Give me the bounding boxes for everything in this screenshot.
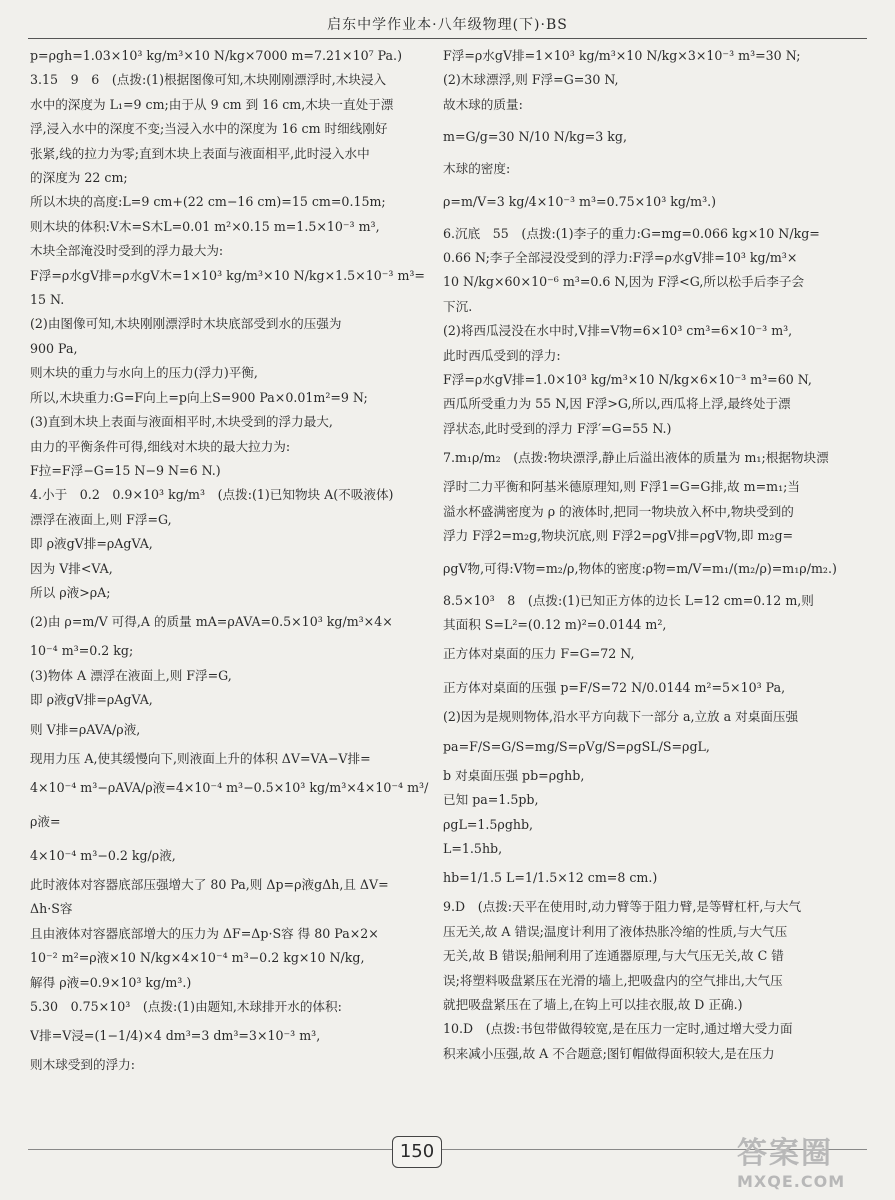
text-line: 现用力压 A,使其缓慢向下,则液面上升的体积 ΔV=VA−V排=	[30, 750, 371, 766]
text-line: 无关,故 B 错误;船闸利用了连通器原理,与大气压无关,故 C 错	[443, 948, 784, 964]
text-line: F浮=ρ水gV排=ρ水gV木=1×10³ kg/m³×10 N/kg×1.5×10⁻³ m³=	[30, 267, 425, 283]
text-line: 其面积 S=L²=(0.12 m)²=0.0144 m²,	[443, 616, 667, 632]
text-line: 即 ρ液gV排=ρAgVA,	[30, 692, 153, 708]
text-line: 所以木块的高度:L=9 cm+(22 cm−16 cm)=15 cm=0.15m;	[30, 194, 386, 210]
text-line: 正方体对桌面的压力 F=G=72 N,	[443, 646, 635, 662]
text-line: (2)将西瓜浸没在水中时,V排=V物=6×10³ cm³=6×10⁻³ m³,	[443, 323, 793, 339]
text-line: m=G/g=30 N/10 N/kg=3 kg,	[443, 129, 627, 145]
text-line: hb=1/1.5 L=1/1.5×12 cm=8 cm.)	[443, 870, 658, 886]
text-line: 15 N.	[30, 292, 65, 308]
text-line: 正方体对桌面的压强 p=F/S=72 N/0.0144 m²=5×10³ Pa,	[443, 680, 786, 696]
text-line: 西瓜所受重力为 55 N,因 F浮>G,所以,西瓜将上浮,最终处于漂	[443, 396, 791, 412]
text-line: 900 Pa,	[30, 340, 78, 356]
text-line: 则木块的重力与水向上的压力(浮力)平衡,	[30, 365, 258, 381]
page-number: 150	[392, 1136, 442, 1168]
text-line: (3)物体 A 漂浮在液面上,则 F浮=G,	[30, 667, 232, 683]
text-line: 10 N/kg×60×10⁻⁶ m³=0.6 N,因为 F浮<G,所以松手后李子会	[443, 274, 805, 290]
text-line: 则木块的体积:V木=S木L=0.01 m²×0.15 m=1.5×10⁻³ m³,	[30, 218, 380, 234]
text-line: 木块全部淹没时受到的浮力最大为:	[30, 243, 224, 259]
text-line: V排=V浸=(1−1/4)×4 dm³=3 dm³=3×10⁻³ m³,	[30, 1028, 321, 1044]
text-line: 8.5×10³ 8 (点拨:(1)已知正方体的边长 L=12 cm=0.12 m,则	[443, 592, 814, 608]
text-line: ρ=m/V=3 kg/4×10⁻³ m³=0.75×10³ kg/m³.)	[443, 193, 717, 209]
text-line: 且由液体对容器底部增大的压力为 ΔF=Δp·S容 得 80 Pa×2×	[30, 925, 379, 941]
text-line: 木球的密度:	[443, 161, 511, 177]
text-line: 即 ρ液gV排=ρAgVA,	[30, 536, 153, 552]
text-line: 6.沉底 55 (点拨:(1)李子的重力:G=mg=0.066 kg×10 N/kg=	[443, 225, 820, 241]
text-line: 因为 V排<VA,	[30, 560, 113, 576]
text-line: 故木球的质量:	[443, 96, 523, 112]
text-line: 10⁻² m²=ρ液×10 N/kg×4×10⁻⁴ m³−0.2 kg×10 N/kg,	[30, 950, 365, 966]
text-line: 浮,浸入水中的深度不变;当浸入水中的深度为 16 cm 时细线刚好	[30, 121, 388, 137]
text-line: 的深度为 22 cm;	[30, 170, 128, 186]
text-line: 此时液体对容器底部压强增大了 80 Pa,则 Δp=ρ液gΔh,且 ΔV=	[30, 876, 389, 892]
text-line: (2)由 ρ=m/V 可得,A 的质量 mA=ρAVA=0.5×10³ kg/m³×4×	[30, 614, 393, 630]
text-line: pa=F/S=G/S=mg/S=ρVg/S=ρgSL/S=ρgL,	[443, 738, 710, 754]
header-title: 启东中学作业本·八年级物理(下)·BS	[327, 17, 568, 33]
text-line: 0.66 N;李子全部浸没受到的浮力:F浮=ρ水gV排=10³ kg/m³×	[443, 250, 798, 266]
text-line: 则 V排=ρAVA/ρ液,	[30, 721, 141, 737]
text-line: 水中的深度为 L₁=9 cm;由于从 9 cm 到 16 cm,木块一直处于漂	[30, 96, 394, 112]
watermark-logo-text: 答案圈	[737, 1136, 833, 1171]
header-rule	[28, 38, 867, 39]
text-line: b 对桌面压强 pb=ρghb,	[443, 767, 585, 783]
text-line: ρgV物,可得:V物=m₂/ρ,物体的密度:ρ物=m/V=m₁/(m₂/ρ)=m₁ρ/m₂.)	[443, 560, 837, 576]
text-line: 浮状态,此时受到的浮力 F浮′=G=55 N.)	[443, 420, 672, 436]
text-line: 误;将塑料吸盘紧压在光滑的墙上,把吸盘内的空气排出,大气压	[443, 972, 783, 988]
text-line: Δh·S容	[30, 901, 73, 917]
text-line: 就把吸盘紧压在了墙上,在钩上可以挂衣服,故 D 正确.)	[443, 996, 743, 1012]
text-line: (3)直到木块上表面与液面相平时,木块受到的浮力最大,	[30, 414, 333, 430]
page-header	[0, 0, 895, 40]
text-line: 由力的平衡条件可得,细线对木块的最大拉力为:	[30, 438, 291, 454]
text-line: 3.15 9 6 (点拨:(1)根据图像可知,木块刚刚漂浮时,木块浸入	[30, 72, 387, 88]
left-column	[30, 44, 430, 1129]
text-line: 4×10⁻⁴ m³−0.2 kg/ρ液,	[30, 847, 176, 863]
text-line: (2)因为是规则物体,沿水平方向裁下一部分 a,立放 a 对桌面压强	[443, 709, 799, 725]
text-line: ρgL=1.5ρghb,	[443, 816, 534, 832]
text-line: 7.m₁ρ/m₂ (点拨:物块漂浮,静止后溢出液体的质量为 m₁;根据物块漂	[443, 450, 829, 466]
watermark-url: MXQE.COM	[737, 1172, 846, 1191]
text-line: 则木球受到的浮力:	[30, 1057, 135, 1073]
text-line: 10⁻⁴ m³=0.2 kg;	[30, 643, 134, 659]
text-line: L=1.5hb,	[443, 840, 503, 856]
text-line: 所以 ρ液>ρA;	[30, 584, 111, 600]
text-line: 压无关,故 A 错误;温度计利用了液体热胀冷缩的性质,与大气压	[443, 923, 788, 939]
text-line: 漂浮在液面上,则 F浮=G,	[30, 511, 172, 527]
text-line: 解得 ρ液=0.9×10³ kg/m³.)	[30, 974, 192, 990]
text-line: 张紧,线的拉力为零;直到木块上表面与液面相平,此时浸入水中	[30, 145, 370, 161]
text-line: (2)木球漂浮,则 F浮=G=30 N,	[443, 72, 619, 88]
text-line: 积来减小压强,故 A 不合题意;图钉帽做得面积较大,是在压力	[443, 1045, 775, 1061]
text-line: 4.小于 0.2 0.9×10³ kg/m³ (点拨:(1)已知物块 A(不吸液体)	[30, 487, 394, 503]
text-line: 5.30 0.75×10³ (点拨:(1)由题知,木球排开水的体积:	[30, 999, 342, 1014]
text-line: F浮=ρ水gV排=1×10³ kg/m³×10 N/kg×3×10⁻³ m³=30 N;	[443, 48, 801, 63]
text-line: 浮力 F浮2=m₂g,物块沉底,则 F浮2=ρgV排=ρgV物,即 m₂g=	[443, 528, 794, 544]
text-line: 浮时二力平衡和阿基米德原理知,则 F浮1=G=G排,故 m=m₁;当	[443, 479, 800, 495]
text-line: p=ρgh=1.03×10³ kg/m³×10 N/kg×7000 m=7.21×10⁷ Pa.)	[30, 48, 402, 63]
right-column	[443, 44, 863, 1129]
text-line: 溢水杯盛满密度为 ρ 的液体时,把同一物块放入杯中,物块受到的	[443, 503, 794, 519]
text-line: F拉=F浮−G=15 N−9 N=6 N.)	[30, 462, 221, 478]
text-line: 下沉.	[443, 298, 473, 314]
text-line: 4×10⁻⁴ m³−ρAVA/ρ液=4×10⁻⁴ m³−0.5×10³ kg/m³×4×10⁻⁴ m³/ρ液=	[30, 779, 429, 829]
text-line: 9.D (点拨:天平在使用时,动力臂等于阻力臂,是等臂杠杆,与大气	[443, 899, 802, 915]
text-line: 所以,木块重力:G=F向上=p向上S=900 Pa×0.01m²=9 N;	[30, 389, 368, 405]
text-line: (2)由图像可知,木块刚刚漂浮时木块底部受到水的压强为	[30, 316, 342, 332]
text-line: 10.D (点拨:书包带做得较宽,是在压力一定时,通过增大受力面	[443, 1021, 793, 1037]
watermark-logo	[737, 1128, 887, 1191]
text-line: 此时西瓜受到的浮力:	[443, 347, 561, 363]
text-line: F浮=ρ水gV排=1.0×10³ kg/m³×10 N/kg×6×10⁻³ m³=60 N,	[443, 372, 812, 388]
text-line: 已知 pa=1.5pb,	[443, 792, 539, 808]
